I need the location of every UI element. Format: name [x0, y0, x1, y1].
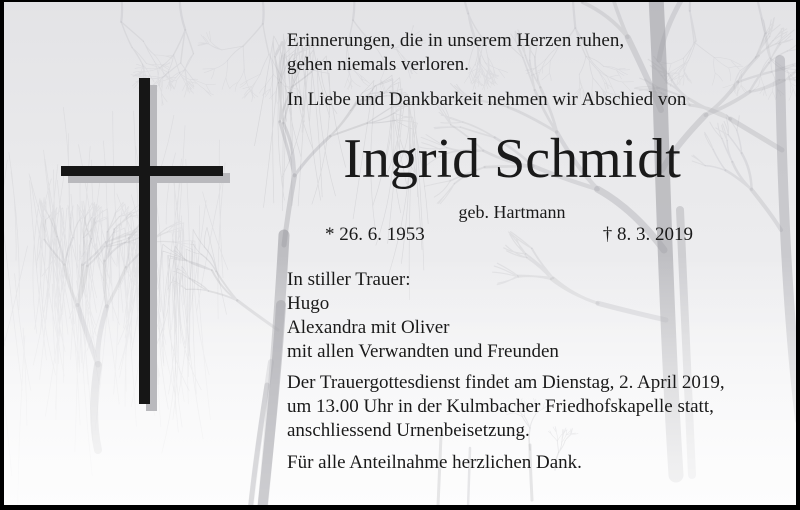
mourner: Alexandra mit Oliver: [287, 317, 450, 338]
epigraph-line1: Erinnerungen, die in unserem Herzen ruhen,: [287, 30, 625, 51]
mourners-block: [287, 268, 559, 364]
mourners-heading: In stiller Trauer:: [287, 269, 411, 290]
cross-vertical-bar: [139, 78, 150, 404]
thanks-line: Für alle Anteilnahme herzlichen Dank.: [287, 452, 582, 473]
service-details: [287, 371, 725, 443]
cross-horizontal-bar: [61, 166, 223, 176]
service-line2: um 13.00 Uhr in der Kulmbacher Friedhofskapelle statt,: [287, 396, 714, 417]
memorial-cross: [0, 0, 260, 430]
intro-line: In Liebe und Dankbarkeit nehmen wir Abschied von: [287, 89, 687, 110]
epigraph: [287, 29, 624, 77]
mourner: Hugo: [287, 293, 330, 314]
service-line3: anschliessend Urnenbeisetzung.: [287, 420, 530, 441]
birth-date: * 26. 6. 1953: [325, 224, 425, 245]
deceased-name: Ingrid Schmidt: [343, 128, 681, 190]
epigraph-line2: gehen niemals verloren.: [287, 54, 470, 75]
mourner: mit allen Verwandten und Freunden: [287, 341, 559, 362]
death-date: † 8. 3. 2019: [602, 224, 693, 245]
life-dates: [287, 223, 737, 247]
maiden-name: geb. Hartmann: [458, 202, 566, 222]
service-line1: Der Trauergottesdienst findet am Dienstag, 2. April 2019,: [287, 372, 725, 393]
